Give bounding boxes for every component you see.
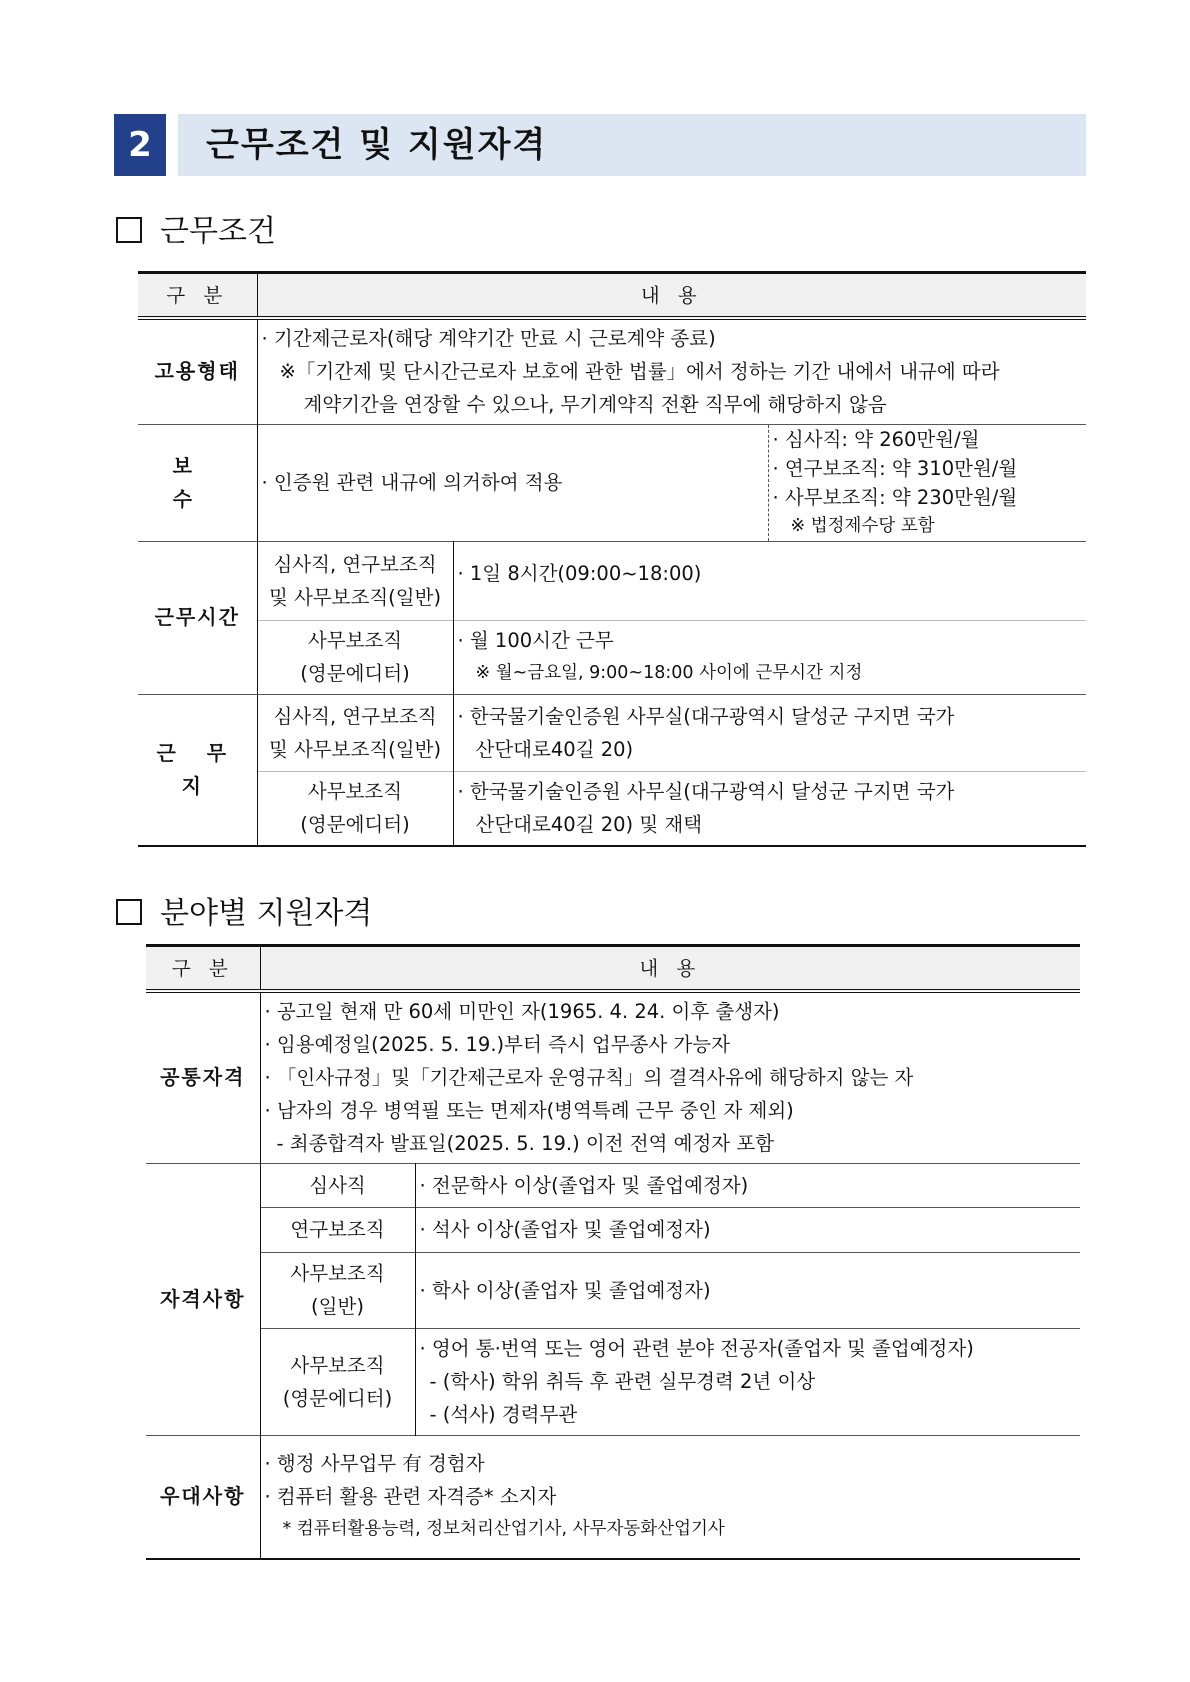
row-label-employment: 고용형태 bbox=[154, 359, 240, 384]
place-sub-general: 심사직, 연구보조직 및 사무보조직(일반) bbox=[257, 694, 453, 771]
header-content: 내 용 bbox=[260, 946, 1080, 992]
qual-value-office-general: · 학사 이상(졸업자 및 졸업예정자) bbox=[415, 1252, 1080, 1328]
hours-value-general: · 1일 8시간(09:00~18:00) bbox=[453, 541, 1086, 620]
place-sub-editor: 사무보조직 (영문에디터) bbox=[257, 771, 453, 846]
header-category: 구 분 bbox=[138, 273, 257, 319]
section-title: 근무조건 및 지원자격 bbox=[178, 114, 1086, 176]
pay-main: · 인증원 관련 내규에 의거하여 적용 bbox=[257, 424, 768, 541]
row-label-pay: 보 수 bbox=[172, 453, 222, 511]
hours-value-editor: · 월 100시간 근무 ※ 월~금요일, 9:00~18:00 사이에 근무시간 지정 bbox=[453, 620, 1086, 694]
row-label-common: 공통자격 bbox=[160, 1065, 246, 1090]
section-header bbox=[114, 114, 1086, 176]
checkbox-icon bbox=[116, 217, 142, 243]
employment-content: · 기간제근로자(해당 계약기간 만료 시 근로계약 종료) ※「기간제 및 단시간근로자 보호에 관한 법률」에서 정하는 기간 내에서 내규에 따라 계약기간을 연장할 수 있으나, 무기계약직 전환 직무에 해당하지 않음 bbox=[257, 318, 1086, 424]
work-conditions-table bbox=[138, 271, 1086, 847]
qual-value-auditor: · 전문학사 이상(졸업자 및 졸업예정자) bbox=[415, 1163, 1080, 1207]
header-content: 내 용 bbox=[257, 273, 1086, 319]
qual-sub-office-editor: 사무보조직 (영문에디터) bbox=[260, 1328, 415, 1435]
qual-value-office-editor: · 영어 통·번역 또는 영어 관련 분야 전공자(졸업자 및 졸업예정자) - (학사) 학위 취득 후 관련 실무경력 2년 이상 - (석사) 경력무관 bbox=[415, 1328, 1080, 1435]
qual-value-research: · 석사 이상(졸업자 및 졸업예정자) bbox=[415, 1207, 1080, 1252]
qualifications-table bbox=[146, 944, 1080, 1560]
hours-sub-general: 심사직, 연구보조직 및 사무보조직(일반) bbox=[257, 541, 453, 620]
row-label-place: 근 무 지 bbox=[156, 740, 239, 798]
header-category: 구 분 bbox=[146, 946, 260, 992]
qual-sub-office-general: 사무보조직 (일반) bbox=[260, 1252, 415, 1328]
subsection-heading-qualifications: 분야별 지원자격 bbox=[116, 888, 372, 932]
row-label-preference: 우대사항 bbox=[160, 1484, 246, 1509]
checkbox-icon bbox=[116, 899, 142, 925]
qual-sub-auditor: 심사직 bbox=[260, 1163, 415, 1207]
row-label-qualifications: 자격사항 bbox=[160, 1286, 246, 1311]
section-number: 2 bbox=[114, 114, 166, 176]
hours-sub-editor: 사무보조직 (영문에디터) bbox=[257, 620, 453, 694]
preference-content: · 행정 사무업무 有 경험자 · 컴퓨터 활용 관련 자격증* 소지자 * 컴퓨터활용능력, 정보처리산업기사, 사무자동화산업기사 bbox=[260, 1435, 1080, 1559]
qual-sub-research: 연구보조직 bbox=[260, 1207, 415, 1252]
pay-details: · 심사직: 약 260만원/월 · 연구보조직: 약 310만원/월 · 사무보조직: 약 230만원/월 ※ 법정제수당 포함 bbox=[768, 424, 1086, 541]
place-value-editor: · 한국물기술인증원 사무실(대구광역시 달성군 구지면 국가 산단대로40길 20) 및 재택 bbox=[453, 771, 1086, 846]
common-content: · 공고일 현재 만 60세 미만인 자(1965. 4. 24. 이후 출생자) · 임용예정일(2025. 5. 19.)부터 즉시 업무종사 가능자 · 「인사규정」및「기간제근로자 운영규칙」의 결격사유에 해당하지 않는 자 · 남자의 경우 병역필 또는 면제자(병역특례 근무 중인 자 제외) - 최종합격자 발표일(2025. 5. 19.) 이전 전역 예정자 포함 bbox=[260, 991, 1080, 1163]
row-label-hours: 근무시간 bbox=[138, 541, 257, 694]
place-value-general: · 한국물기술인증원 사무실(대구광역시 달성군 구지면 국가 산단대로40길 20) bbox=[453, 694, 1086, 771]
subsection-heading-conditions: 근무조건 bbox=[116, 206, 276, 250]
